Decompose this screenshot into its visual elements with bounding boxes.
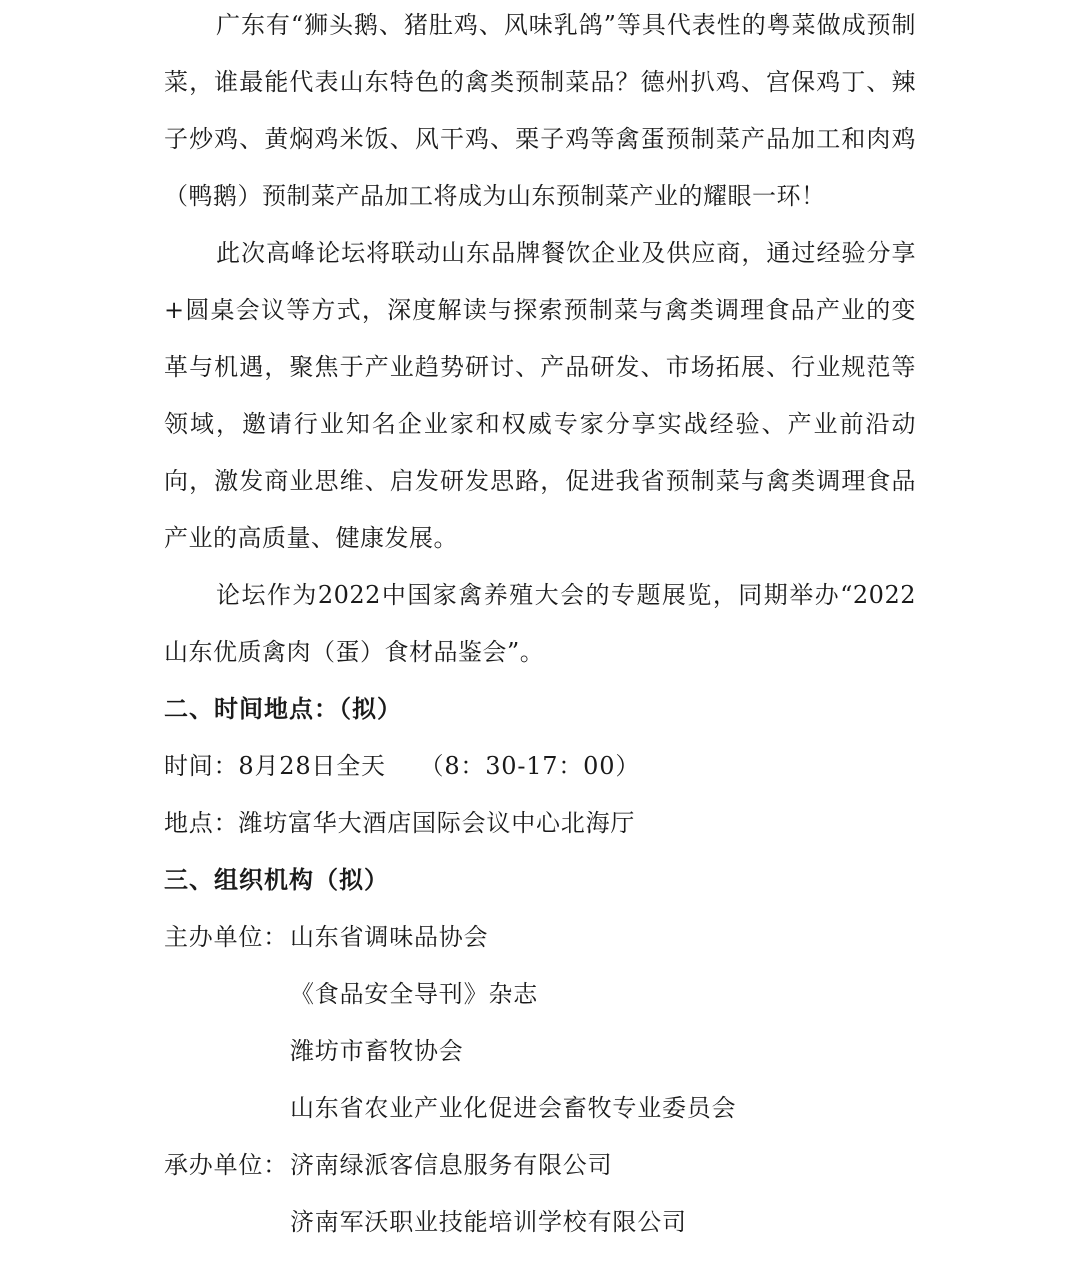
document-body xyxy=(164,0,916,1251)
paragraph-forum-intro: 此次高峰论坛将联动山东品牌餐饮企业及供应商，通过经验分享+圆桌会议等方式，深度解读与探索预制菜与禽类调理食品产业的变革与机遇，聚焦于产业趋势研讨、产品研发、市场拓展、行业规范等领域，邀请行业知名企业家和权威专家分享实战经验、产业前沿动向，激发商业思维、启发研发思路，促进我省预制菜与禽类调理食品产业的高质量、健康发展。 xyxy=(164,239,916,552)
organizer-item: 济南绿派客信息服务有限公司 xyxy=(290,1151,613,1179)
organizer-label: 承办单位： xyxy=(164,1151,288,1179)
host-row xyxy=(164,909,916,966)
host-item: 山东省农业产业化促进会畜牧专业委员会 xyxy=(290,1094,737,1122)
section-heading-time-place: 二、时间地点：（拟） xyxy=(164,695,402,723)
host-item: 《食品安全导刊》杂志 xyxy=(290,980,538,1008)
organizer-row xyxy=(164,1137,916,1194)
paragraph-exhibition: 论坛作为2022中国家禽养殖大会的专题展览，同期举办“2022山东优质禽肉（蛋）食材品鉴会”。 xyxy=(164,581,916,666)
event-time: 时间：8月28日全天 （8：30-17：00） xyxy=(164,752,641,780)
organizer-item: 济南军沃职业技能培训学校有限公司 xyxy=(290,1208,687,1236)
host-item: 山东省调味品协会 xyxy=(290,923,489,951)
paragraph-prepared-dishes: 广东有“狮头鹅、猪肚鸡、风味乳鸽”等具代表性的粤菜做成预制菜，谁最能代表山东特色的禽类预制菜品？德州扒鸡、宫保鸡丁、辣子炒鸡、黄焖鸡米饭、风干鸡、栗子鸡等禽蛋预制菜产品加工和肉鸡（鸭鹅）预制菜产品加工将成为山东预制菜产业的耀眼一环！ xyxy=(164,11,916,210)
host-label: 主办单位： xyxy=(164,923,288,951)
event-place: 地点：潍坊富华大酒店国际会议中心北海厅 xyxy=(164,809,636,837)
host-item: 潍坊市畜牧协会 xyxy=(290,1037,464,1065)
section-heading-organization: 三、组织机构（拟） xyxy=(164,866,389,894)
